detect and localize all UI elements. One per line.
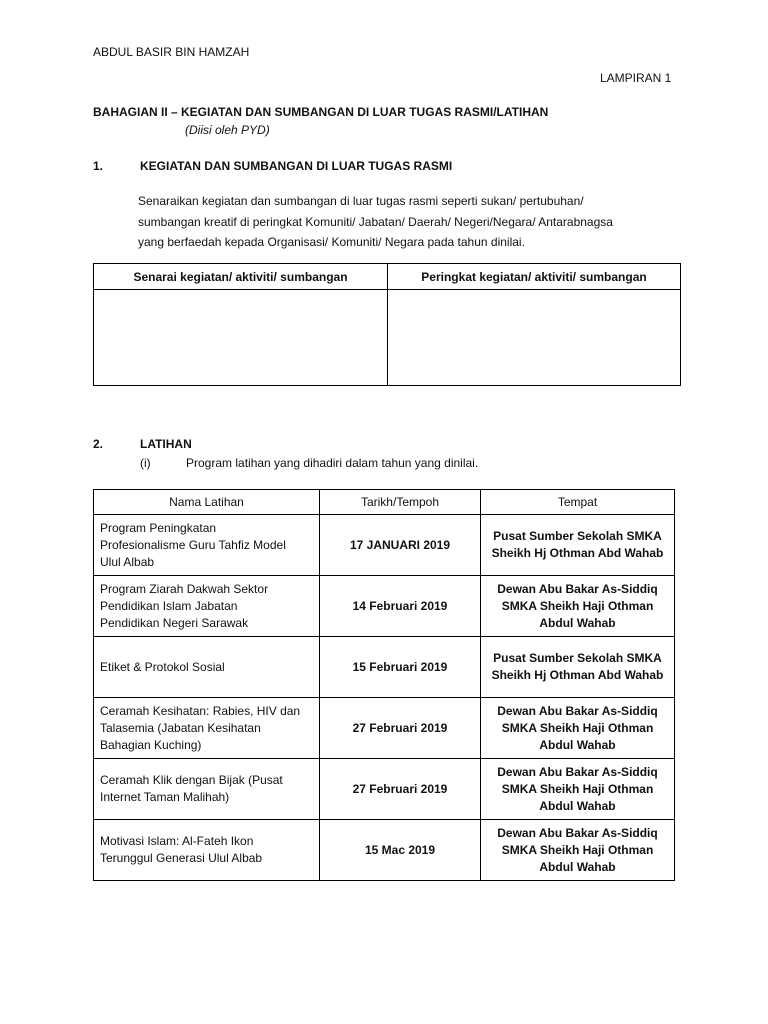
part2-sub-number: (i) [140, 456, 151, 470]
part2-sub-text: Program latihan yang dihadiri dalam tahun yang dinilai. [186, 456, 479, 470]
name-line: Bahagian Kuching) [100, 737, 202, 752]
table-row [94, 515, 675, 576]
place-line: Sheikh Hj Othman Abd Wahab [491, 546, 664, 560]
part1-heading: KEGIATAN DAN SUMBANGAN DI LUAR TUGAS RASMI [140, 159, 453, 173]
training-name [94, 820, 320, 881]
training-place [481, 515, 675, 576]
place-line: Dewan Abu Bakar As-Siddiq [497, 764, 658, 779]
training-date: 27 Februari 2019 [320, 759, 481, 820]
training-name [94, 698, 320, 759]
activities-header: Senarai kegiatan/ aktiviti/ sumbangan [94, 264, 388, 290]
name-line: Program Ziarah Dakwah Sektor [100, 581, 269, 596]
name-line: Internet Taman Malihah) [100, 790, 230, 804]
name-line: Terunggul Generasi Ulul Albab [100, 851, 263, 865]
training-date: 17 JANUARI 2019 [320, 515, 481, 576]
training-place [481, 698, 675, 759]
table-row [94, 698, 675, 759]
name-line: Ceramah Kesihatan: Rabies, HIV dan [100, 703, 301, 718]
training-date-header: Tarikh/Tempoh [320, 490, 481, 515]
place-line: Abdul Wahab [539, 798, 616, 813]
table-row [94, 576, 675, 637]
section-subtitle: (Diisi oleh PYD) [185, 123, 270, 137]
table-row [94, 820, 675, 881]
training-name-header: Nama Latihan [94, 490, 320, 515]
name-line: Pendidikan Negeri Sarawak [100, 615, 249, 630]
training-place-header: Tempat [481, 490, 675, 515]
place-line: SMKA Sheikh Haji Othman [501, 781, 654, 796]
training-name [94, 576, 320, 637]
instruction-line: sumbangan kreatif di peringkat Komuniti/ Jabatan/ Daerah/ Negeri/Negara/ Antarabnagsa [138, 214, 613, 229]
place-line: Pusat Sumber Sekolah SMKA [493, 529, 662, 543]
activities-cell[interactable] [94, 290, 388, 386]
section-title: BAHAGIAN II – KEGIATAN DAN SUMBANGAN DI LUAR TUGAS RASMI/LATIHAN [93, 105, 549, 119]
place-line: SMKA Sheikh Haji Othman [501, 720, 654, 735]
place-line: Abdul Wahab [539, 737, 616, 752]
place-line: Abdul Wahab [539, 615, 616, 630]
name-line: Ceramah Klik dengan Bijak (Pusat [100, 773, 283, 787]
table-row [94, 759, 675, 820]
training-place [481, 759, 675, 820]
training-name [94, 637, 320, 698]
training-place [481, 820, 675, 881]
training-table [93, 489, 675, 881]
table-row [94, 637, 675, 698]
level-cell[interactable] [388, 290, 681, 386]
part1-number: 1. [93, 159, 104, 173]
name-line: Pendidikan Islam Jabatan [100, 598, 238, 613]
place-line: SMKA Sheikh Haji Othman [501, 598, 654, 613]
instruction-line: yang berfaedah kepada Organisasi/ Komuniti/ Negara pada tahun dinilai. [138, 235, 525, 249]
place-line: Dewan Abu Bakar As-Siddiq [497, 581, 658, 596]
author-name: ABDUL BASIR BIN HAMZAH [93, 45, 250, 59]
training-date: 27 Februari 2019 [320, 698, 481, 759]
training-place [481, 576, 675, 637]
place-line: Dewan Abu Bakar As-Siddiq [497, 703, 658, 718]
part2-number: 2. [93, 437, 104, 451]
training-name [94, 515, 320, 576]
instruction-line: Senaraikan kegiatan dan sumbangan di luar tugas rasmi seperti sukan/ pertubuhan/ [138, 194, 584, 208]
activities-table [93, 263, 681, 386]
name-line: Talasemia (Jabatan Kesihatan [100, 720, 261, 735]
place-line: SMKA Sheikh Haji Othman [501, 842, 654, 857]
place-line: Abdul Wahab [539, 859, 616, 874]
training-date: 15 Mac 2019 [320, 820, 481, 881]
training-name [94, 759, 320, 820]
place-line: Pusat Sumber Sekolah SMKA [493, 651, 662, 665]
part1-instructions [138, 191, 613, 253]
level-header: Peringkat kegiatan/ aktiviti/ sumbangan [388, 264, 681, 290]
place-line: Sheikh Hj Othman Abd Wahab [491, 668, 664, 682]
name-line: Ulul Albab [100, 554, 155, 569]
training-date: 14 Februari 2019 [320, 576, 481, 637]
name-line: Motivasi Islam: Al-Fateh Ikon [100, 834, 254, 848]
place-line: Dewan Abu Bakar As-Siddiq [497, 825, 658, 840]
attachment-label: LAMPIRAN 1 [600, 71, 672, 85]
part2-heading: LATIHAN [140, 437, 192, 451]
training-place [481, 637, 675, 698]
name-line: Profesionalisme Guru Tahfiz Model [100, 537, 286, 552]
training-date: 15 Februari 2019 [320, 637, 481, 698]
name-line: Program Peningkatan [100, 520, 217, 535]
name-line: Etiket & Protokol Sosial [100, 659, 225, 674]
